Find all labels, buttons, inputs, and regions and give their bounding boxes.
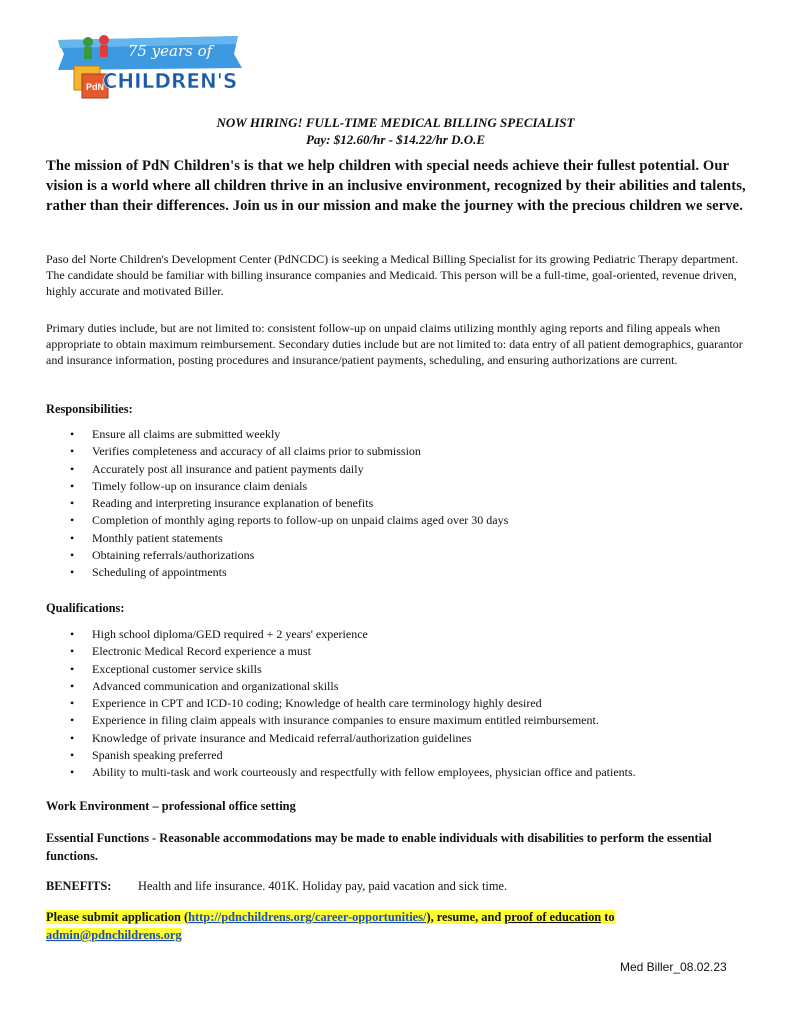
qualifications-heading: Qualifications: xyxy=(46,601,125,615)
duties-paragraph: Primary duties include, but are not limited to: consistent follow-up on unpaid claims utilizing monthly aging reports and filing appeals when appropriate to obtain maximum reimbursement. Secondary duties include but are not limited to: data entry of all patient demographics, guarantor and insurance information, posting procedures and insurance/patient payments, scheduling, and ensuring authorizations are current. xyxy=(46,321,743,367)
essential-functions: Essential Functions - Reasonable accommodations may be made to enable individuals with disabilities to perform the essential functions. xyxy=(46,831,712,863)
list-item: • Ensure all claims are submitted weekly xyxy=(46,426,508,443)
list-item: • Accurately post all insurance and patient payments daily xyxy=(46,461,508,478)
logo-mark: PdN xyxy=(86,82,104,92)
list-item: • High school diploma/GED required + 2 years' experience xyxy=(46,626,636,643)
pay-range: Pay: $12.60/hr - $14.22/hr D.O.E xyxy=(305,132,486,147)
logo-graphic xyxy=(52,28,242,106)
responsibilities-list xyxy=(46,426,508,582)
list-item: • Ability to multi-task and work courteously and respectfully with fellow employees, physician office and patients. xyxy=(46,764,636,781)
intro-paragraph: Paso del Norte Children's Development Center (PdNCDC) is seeking a Medical Billing Specialist for its growing Pediatric Therapy department. The candidate should be familiar with billing insurance companies and Medicaid. This person will be a full-time, goal-oriented, revenue driven, highly accurate and motivated Biller. xyxy=(46,252,739,298)
benefits-line xyxy=(46,879,507,894)
submit-text: to xyxy=(601,910,615,924)
list-item: • Timely follow-up on insurance claim denials xyxy=(46,478,508,495)
list-item: • Experience in CPT and ICD-10 coding; Knowledge of health care terminology highly desired xyxy=(46,695,636,712)
job-title: NOW HIRING! FULL-TIME MEDICAL BILLING SPECIALIST xyxy=(216,115,575,130)
benefits-label: BENEFITS: xyxy=(46,879,112,893)
email-link[interactable]: admin@pdnchildrens.org xyxy=(46,928,182,942)
childrens-logo xyxy=(52,28,242,106)
list-item: • Advanced communication and organizational skills xyxy=(46,678,636,695)
list-item: • Spanish speaking preferred xyxy=(46,747,636,764)
list-item: • Completion of monthly aging reports to follow-up on unpaid claims aged over 30 days xyxy=(46,512,508,529)
document-footer: Med Biller_08.02.23 xyxy=(620,960,727,974)
list-item: • Scheduling of appointments xyxy=(46,564,508,581)
list-item: • Verifies completeness and accuracy of all claims prior to submission xyxy=(46,443,508,460)
benefits-text: Health and life insurance. 401K. Holiday pay, paid vacation and sick time. xyxy=(138,879,508,893)
submit-text: ), resume, and xyxy=(426,910,505,924)
list-item: • Experience in filing claim appeals with insurance companies to ensure maximum entitled reimbursement. xyxy=(46,712,636,729)
list-item: • Monthly patient statements xyxy=(46,530,508,547)
list-item: • Electronic Medical Record experience a must xyxy=(46,643,636,660)
submit-text: Please submit application ( xyxy=(46,910,189,924)
proof-of-education: proof of education xyxy=(504,910,602,924)
list-item: • Obtaining referrals/authorizations xyxy=(46,547,508,564)
work-environment: Work Environment – professional office setting xyxy=(46,799,296,813)
careers-link[interactable]: http://pdnchildrens.org/career-opportunities/ xyxy=(188,910,427,924)
list-item: • Knowledge of private insurance and Medicaid referral/authorization guidelines xyxy=(46,730,636,747)
responsibilities-heading: Responsibilities: xyxy=(46,402,133,416)
mission-statement: The mission of PdN Children's is that we help children with special needs achieve their fullest potential. Our vision is a world where all children thrive in an inclusive environment, recognized by their abilities and talents, rather than their differences. Join us in our mission and make the journey with the precious children we serve. xyxy=(46,158,746,214)
qualifications-list xyxy=(46,626,636,782)
logo-script: 75 years of xyxy=(127,42,213,60)
list-item: • Exceptional customer service skills xyxy=(46,661,636,678)
list-item: • Reading and interpreting insurance explanation of benefits xyxy=(46,495,508,512)
logo-brand: CHILDREN'S xyxy=(102,69,238,93)
submit-instructions xyxy=(46,908,756,944)
